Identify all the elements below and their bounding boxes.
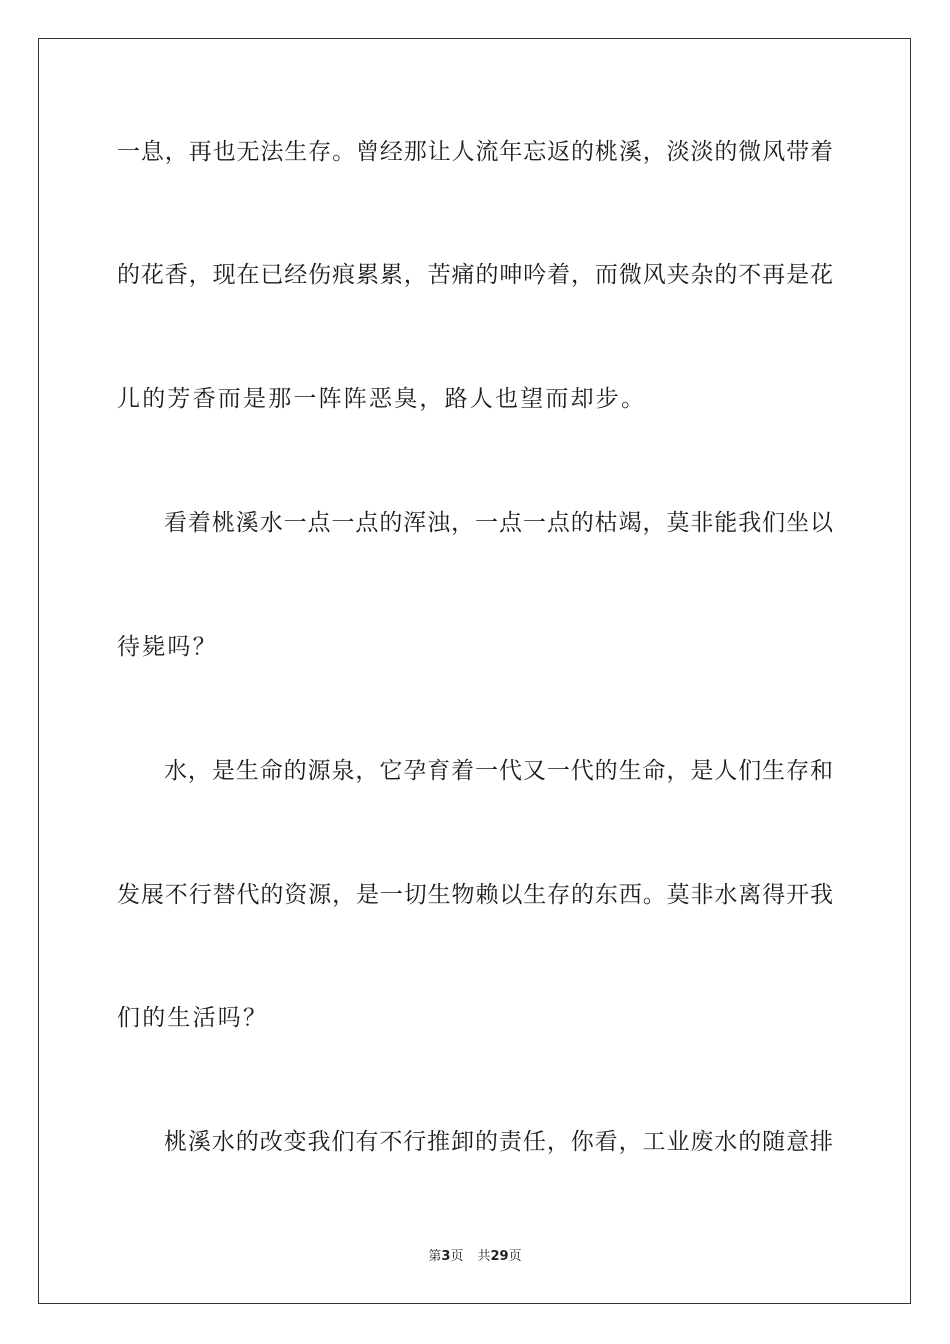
text-line-7: 发展不行替代的资源，是一切生物赖以生存的东西。莫非水离得开我 bbox=[117, 882, 833, 908]
page-prefix: 第 bbox=[428, 1249, 442, 1264]
total-prefix: 共 bbox=[477, 1249, 491, 1264]
page-border bbox=[38, 38, 911, 1304]
text-line-5: 待毙吗？ bbox=[117, 634, 218, 660]
text-line-9: 桃溪水的改变我们有不行推卸的责任，你看，工业废水的随意排 bbox=[164, 1129, 833, 1155]
total-pages: 29 bbox=[490, 1249, 509, 1264]
text-line-2: 的花香，现在已经伤痕累累，苦痛的呻吟着，而微风夹杂的不再是花 bbox=[117, 262, 833, 288]
text-line-8: 们的生活吗？ bbox=[117, 1005, 269, 1031]
text-line-1: 一息，再也无法生存。曾经那让人流年忘返的桃溪，淡淡的微风带着 bbox=[117, 139, 833, 165]
page-footer bbox=[0, 1249, 950, 1265]
page-number: 3 bbox=[441, 1249, 451, 1264]
text-line-6: 水，是生命的源泉，它孕育着一代又一代的生命，是人们生存和 bbox=[164, 758, 833, 784]
text-line-4: 看着桃溪水一点一点的浑浊，一点一点的枯竭，莫非能我们坐以 bbox=[164, 510, 833, 536]
page-suffix: 页 bbox=[450, 1249, 464, 1264]
text-line-3: 儿的芳香而是那一阵阵恶臭，路人也望而却步。 bbox=[117, 386, 647, 412]
total-suffix: 页 bbox=[508, 1249, 522, 1264]
